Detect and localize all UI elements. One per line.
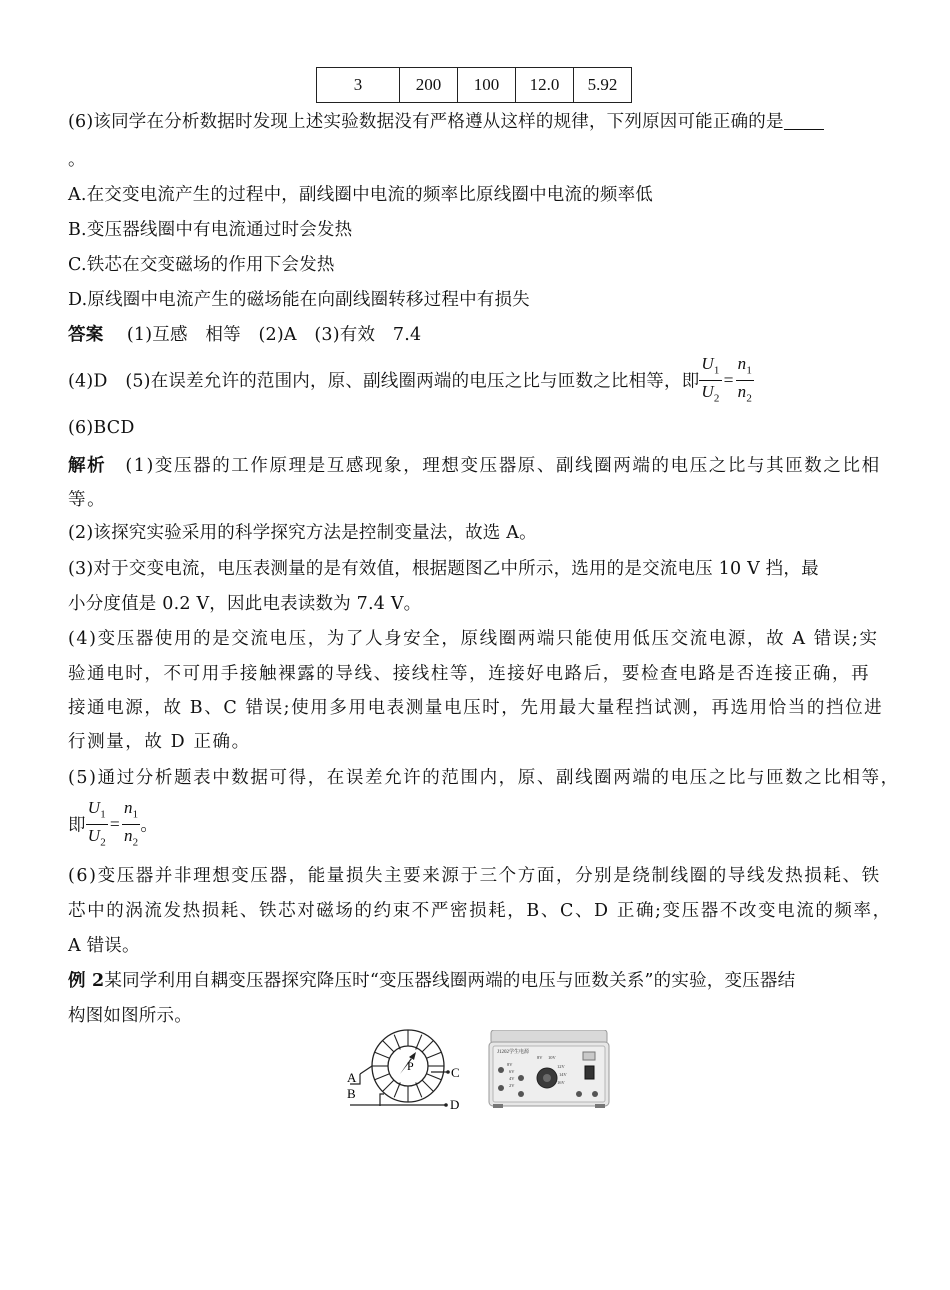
voltage-ratio-fraction: $\frac{U_1}{U_2}$ xyxy=(87,798,106,849)
power-switch-icon xyxy=(585,1066,594,1079)
table-row xyxy=(317,68,632,103)
autotransformer-diagram xyxy=(338,1028,468,1114)
option-c: C.铁芯在交变磁场的作用下会发热 xyxy=(68,255,335,275)
analysis-p4b: 验通电时，不可用手接触裸露的导线、接线柱等，连接好电路后，要检查电路是否连接正确，再 xyxy=(68,664,871,684)
example-2-line-a: 例 2某同学利用自耦变压器探究降压时“变压器线圈两端的电压与匝数关系”的实验，变压器结 xyxy=(68,971,796,991)
question-6-tail: 。 xyxy=(68,150,86,170)
answer-line-1 xyxy=(68,321,421,346)
analysis-p4a: (4)变压器使用的是交流电压，为了人身安全，原线圈两端只能使用低压交流电源，故 A 错误;实 xyxy=(68,629,879,649)
analysis-label: 解析 xyxy=(68,456,107,476)
example-2-line-b: 构图如图所示。 xyxy=(68,1006,192,1026)
volt-label: 8V xyxy=(507,1062,513,1067)
terminal-icon xyxy=(592,1091,598,1097)
analysis-p1a: 解析 (1)变压器的工作原理是互感现象，理想变压器原、副线圈两端的电压之比与其匝数之比相 xyxy=(68,456,881,476)
terminal-icon xyxy=(576,1091,582,1097)
option-d: D.原线圈中电流产生的磁场能在向副线圈转移过程中有损失 xyxy=(68,290,530,310)
answer-text-1: (1)互感 相等 (2)A (3)有效 7.4 xyxy=(126,325,422,345)
volt-label: 14V xyxy=(559,1072,567,1077)
answer-line-3: (6)BCD xyxy=(68,418,135,438)
turns-ratio-fraction: $\frac{n_1}{n_2}$ xyxy=(737,354,753,405)
volt-label: 16V xyxy=(557,1080,565,1085)
device-title: J1202学生电源 xyxy=(497,1050,529,1055)
analysis-p4d: 行测量，故 D 正确。 xyxy=(68,732,251,752)
terminal-icon xyxy=(498,1067,504,1073)
analysis-p5a: (5)通过分析题表中数据可得，在误差允许的范围内，原、副线圈两端的电压之比与匝数之比相等， xyxy=(68,768,900,788)
example-2-label: 例 2 xyxy=(68,971,105,991)
label-b: B xyxy=(347,1086,356,1101)
analysis-p2: (2)该探究实验采用的科学探究方法是控制变量法，故选 A。 xyxy=(68,523,537,543)
analysis-p6a: (6)变压器并非理想变压器，能量损失主要来源于三个方面，分别是绕制线圈的导线发热损耗、铁 xyxy=(68,866,881,886)
table-cell: 100 xyxy=(458,68,516,103)
turns-ratio-fraction: $\frac{n_1}{n_2}$ xyxy=(123,798,139,849)
label-p: P xyxy=(407,1059,414,1073)
question-6-text: (6)该同学在分析数据时发现上述实验数据没有严格遵从这样的规律，下列原因可能正确的是 xyxy=(68,112,784,132)
table-cell: 12.0 xyxy=(516,68,574,103)
volt-label: 10V xyxy=(548,1055,556,1060)
analysis-p5b: 即 $\frac{U_1}{U_2}$ = $\frac{n_1}{n_2}$ 。 xyxy=(68,798,158,854)
terminal-icon xyxy=(518,1075,524,1081)
answer-label: 答案 xyxy=(68,325,104,345)
label-a: A xyxy=(347,1070,357,1085)
volt-label: 4V xyxy=(509,1076,515,1081)
table-cell: 3 xyxy=(317,68,400,103)
terminal-icon xyxy=(498,1085,504,1091)
analysis-p1b: 等。 xyxy=(68,490,107,510)
label-d: D xyxy=(450,1097,460,1112)
volt-label: 8V xyxy=(537,1055,543,1060)
answer-text-2: (4)D (5)在误差允许的范围内，原、副线圈两端的电压之比与匝数之比相等，即 xyxy=(68,371,700,392)
answer-line-2: (4)D (5)在误差允许的范围内，原、副线圈两端的电压之比与匝数之比相等，即 $\frac{U_1}{U_2}$ = $\frac{n_1}{n_2}$ xyxy=(68,354,754,410)
volt-label: 6V xyxy=(509,1069,515,1074)
analysis-p3b: 小分度值是 0.2 V，因此电表读数为 7.4 V。 xyxy=(68,594,422,614)
volt-label: 2V xyxy=(509,1083,515,1088)
voltage-ratio-fraction: $\frac{U_1}{U_2}$ xyxy=(701,354,720,405)
label-c: C xyxy=(451,1065,460,1080)
analysis-p6c: A 错误。 xyxy=(68,936,140,956)
analysis-p4c: 接通电源，故 B、C 错误;使用多用电表测量电压时，先用最大量程挡试测，再选用恰当的挡位进 xyxy=(68,698,884,718)
power-supply-image xyxy=(487,1030,613,1108)
option-b: B.变压器线圈中有电流通过时会发热 xyxy=(68,220,353,240)
terminal-icon xyxy=(518,1091,524,1097)
volt-label: 12V xyxy=(557,1064,565,1069)
table-cell: 200 xyxy=(400,68,458,103)
data-table xyxy=(316,67,632,103)
option-a: A.在交变电流产生的过程中，副线圈中电流的频率比原线圈中电流的频率低 xyxy=(68,185,653,205)
analysis-p3a: (3)对于交变电流，电压表测量的是有效值，根据题图乙中所示，选用的是交流电压 10 V 挡，最 xyxy=(68,559,819,579)
table-cell: 5.92 xyxy=(574,68,632,103)
answer-blank xyxy=(784,111,824,130)
question-6 xyxy=(68,108,824,133)
analysis-p6b: 芯中的涡流发热损耗、铁芯对磁场的约束不严密损耗，B、C、D 正确;变压器不改变电流的频率， xyxy=(68,901,892,921)
